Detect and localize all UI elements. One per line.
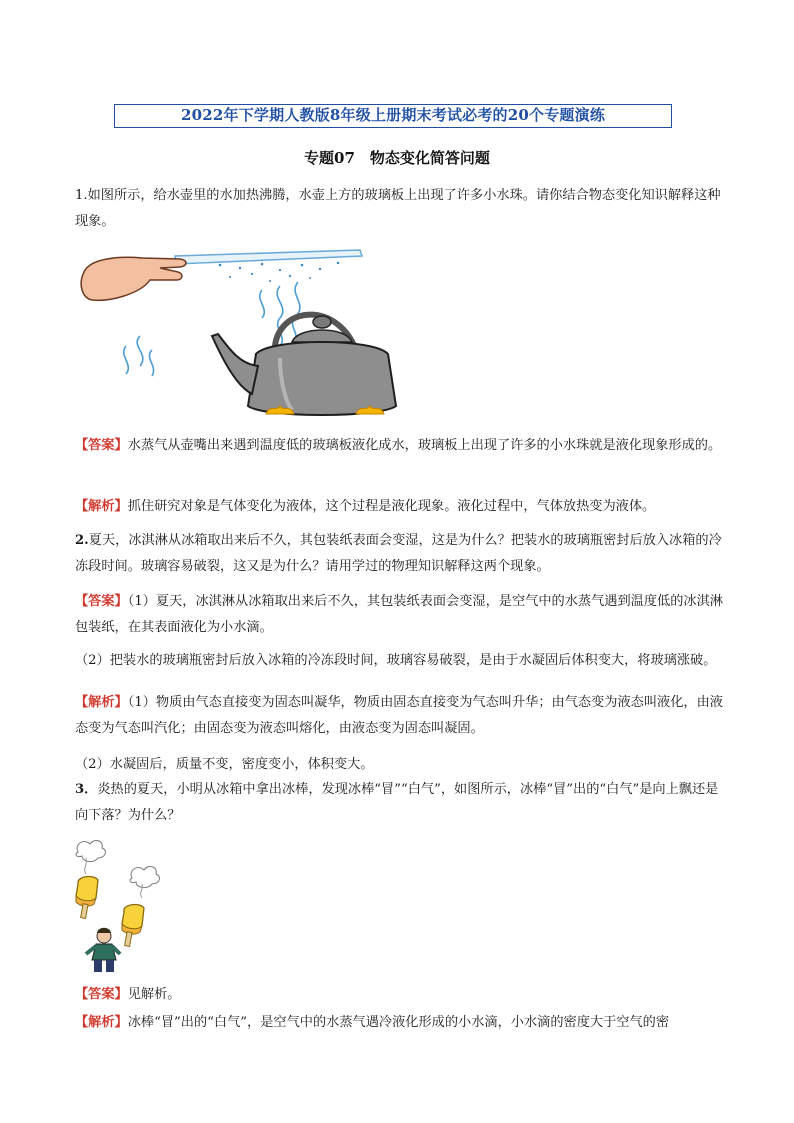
analysis-1 xyxy=(75,494,725,520)
analysis-2-second xyxy=(75,752,725,778)
topic-title: 专题07 物态变化简答问题 xyxy=(304,149,490,167)
analysis-2-part-1: （1）物质由气态直接变为固态叫凝华，物质由固态直接变为气态叫升华；由气态变为液态叫液化，由液态变为气态叫汽化；由固态变为液态叫熔化，由液态变为固态叫凝固。 xyxy=(75,695,723,736)
answer-label: 【答案】 xyxy=(75,594,128,609)
kettle-illustration xyxy=(80,246,365,421)
popsicle-illustration xyxy=(72,836,172,974)
question-3-number: 3． xyxy=(75,782,98,797)
analysis-2 xyxy=(75,690,725,742)
analysis-1-text: 抓住研究对象是气体变化为液体，这个过程是液化现象。液化过程中，气体放热变为液体。 xyxy=(127,499,656,514)
answer-3 xyxy=(75,982,725,1008)
question-3-text: 炎热的夏天，小明从冰箱中拿出冰棒，发现冰棒“冒”“白气”，如图所示，冰棒“冒”出的“白气”是向上飘还是向下落？为什么？ xyxy=(75,782,719,823)
answer-label: 【答案】 xyxy=(75,987,128,1002)
question-3 xyxy=(75,777,725,829)
question-2-number: 2. xyxy=(75,533,89,548)
answer-3-text: 见解析。 xyxy=(127,987,181,1002)
analysis-2-part-2: （2）水凝固后，质量不变，密度变小，体积变大。 xyxy=(75,757,374,772)
answer-label: 【答案】 xyxy=(75,438,128,453)
series-banner: 2022年下学期人教版8年级上册期末考试必考的20个专题演练 xyxy=(114,104,672,128)
answer-1 xyxy=(75,433,725,459)
question-2 xyxy=(75,528,725,580)
analysis-label: 【解析】 xyxy=(75,1015,128,1030)
analysis-3 xyxy=(75,1010,725,1036)
answer-2-part-1: （1）夏天，冰淇淋从冰箱取出来后不久，其包装纸表面会变湿，是空气中的水蒸气遇到温度低的冰淇淋包装纸，在其表面液化为小水滴。 xyxy=(75,594,723,635)
answer-2 xyxy=(75,589,725,641)
question-1-number: 1. xyxy=(75,188,88,203)
analysis-label: 【解析】 xyxy=(75,695,128,710)
question-2-text: 夏天，冰淇淋从冰箱取出来后不久，其包装纸表面会变湿，这是为什么？把装水的玻璃瓶密封后放入冰箱的冷冻段时间。玻璃容易破裂，这又是为什么？请用学过的物理知识解释这两个现象。 xyxy=(75,533,722,574)
analysis-3-text: 冰棒“冒”出的“白气”，是空气中的水蒸气遇冷液化形成的小水滴，小水滴的密度大于空气的密 xyxy=(127,1015,670,1030)
answer-2-second xyxy=(75,648,725,674)
analysis-label: 【解析】 xyxy=(75,499,128,514)
question-1 xyxy=(75,183,725,235)
answer-1-text: 水蒸气从壶嘴出来遇到温度低的玻璃板液化成水，玻璃板上出现了许多的小水珠就是液化现象形成的。 xyxy=(127,438,722,453)
answer-2-part-2: （2）把装水的玻璃瓶密封后放入冰箱的冷冻段时间，玻璃容易破裂，是由于水凝固后体积变大，将玻璃涨破。 xyxy=(75,653,717,668)
question-1-text: 如图所示，给水壶里的水加热沸腾，水壶上方的玻璃板上出现了许多小水珠。请你结合物态变化知识解释这种现象。 xyxy=(75,188,721,229)
